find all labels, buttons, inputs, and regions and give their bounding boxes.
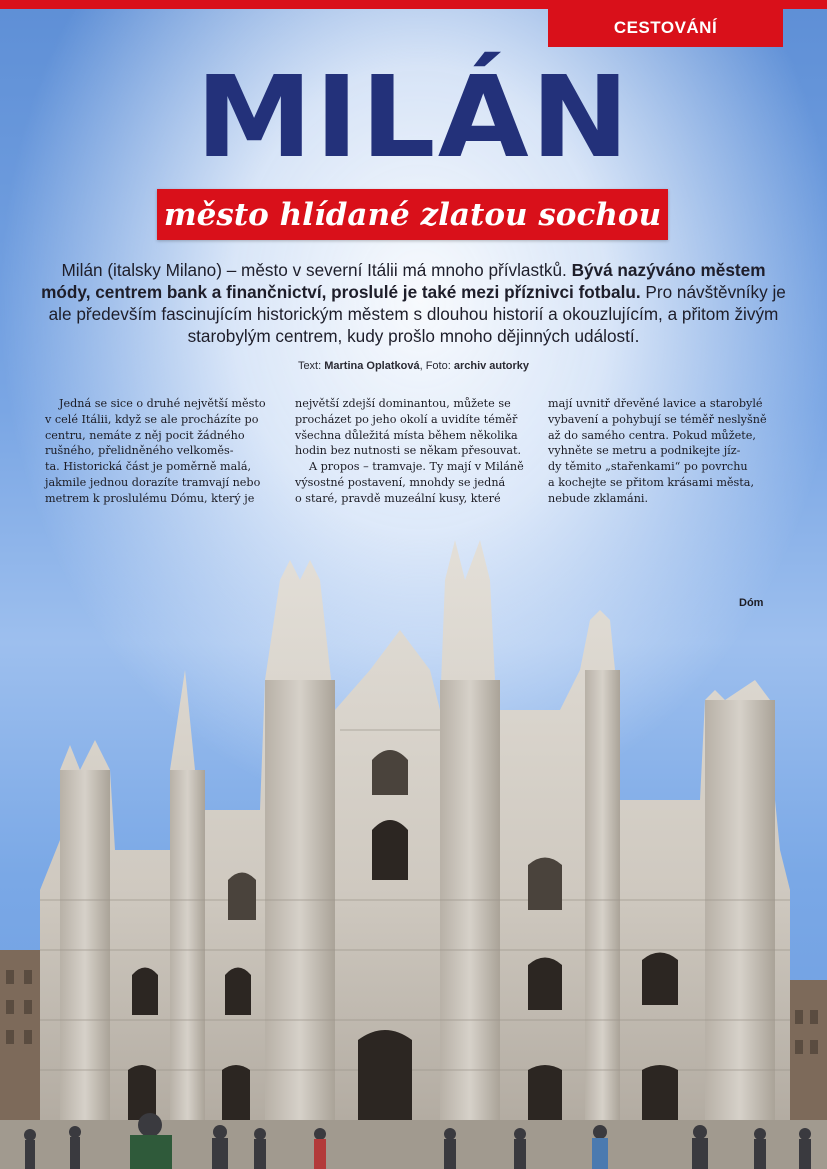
- col1-line: rušného, přelidněného velkoměs-: [45, 444, 234, 458]
- body-column-1: [45, 396, 273, 507]
- body-column-3: [548, 396, 788, 507]
- col1-line: jakmile jednou dorazíte tramvají nebo: [45, 475, 261, 489]
- col2-line: A propos – tramvaje. Ty mají v Miláně: [309, 460, 524, 474]
- article-subtitle: město hlídané zlatou sochou: [163, 196, 662, 233]
- col2-line: hodin bez nutnosti se někam přesouvat.: [295, 444, 522, 458]
- text-label: Text:: [297, 360, 325, 372]
- col3-line: vybavení a pohybují se téměř neslyšně: [548, 412, 767, 426]
- lead-paragraph: [40, 259, 787, 347]
- section-tag: CESTOVÁNÍ: [548, 9, 783, 47]
- col3-line: mají uvnitř dřevěné lavice a starobylé: [548, 397, 763, 410]
- col3-line: a kochejte se přitom krásami města,: [548, 475, 755, 489]
- subtitle-banner: [157, 189, 668, 240]
- photo-source: archiv autorky: [453, 360, 530, 372]
- col1-line: ta. Historická část je poměrně malá,: [45, 460, 252, 474]
- body-column-2: [295, 396, 535, 507]
- lead-text-1: Milán (italsky Milano) – město v severní Itálii má mnoho přívlastků.: [61, 260, 572, 280]
- col3-line: nebude zklamáni.: [548, 491, 649, 505]
- col2-line: výsostné postavení, mnohdy se jedná: [295, 475, 506, 489]
- col1-line: Jedná se sice o druhé největší město: [59, 397, 266, 410]
- article-title: MILÁN: [195, 53, 632, 183]
- col1-line: metrem k proslulému Dómu, který je: [45, 491, 255, 505]
- col1-line: v celé Itálii, když se ale procházíte po: [45, 412, 259, 426]
- col3-line: vyhněte se metru a podnikejte jíz-: [548, 444, 741, 458]
- col3-line: až do samého centra. Pokud můžete,: [548, 428, 756, 442]
- lead-text-2: Pro návštěvníky je ale především fascinujícím historickým městem s dlouhou historií a okouzlujícím, a přitom živým starobylým centrem, kudy prošlo mnoho dějinných událostí.: [48, 282, 786, 346]
- byline: [0, 360, 827, 372]
- top-accent-bar: [0, 0, 827, 9]
- col3-line: dy těmito „stařenkami“ po povrchu: [548, 460, 748, 474]
- lead-text-bold: Bývá nazýváno městem módy, centrem bank a finančnictví, proslulé je také mezi příznivci fotbalu.: [41, 260, 766, 302]
- col2-line: největší zdejší dominantou, můžete se: [295, 397, 511, 410]
- col2-line: procházet po jeho okolí a uvidíte téměř: [295, 412, 518, 426]
- col2-line: všechna důležitá místa během několika: [295, 428, 518, 442]
- cathedral-photo: [0, 520, 827, 1169]
- photo-label: , Foto:: [419, 360, 454, 372]
- author-name: Martina Oplatková: [324, 360, 420, 372]
- col2-line: o staré, pravdě muzeální kusy, které: [295, 491, 501, 505]
- col1-line: centru, nemáte z něj pocit žádného: [45, 428, 245, 442]
- photo-caption: Dóm: [739, 597, 764, 609]
